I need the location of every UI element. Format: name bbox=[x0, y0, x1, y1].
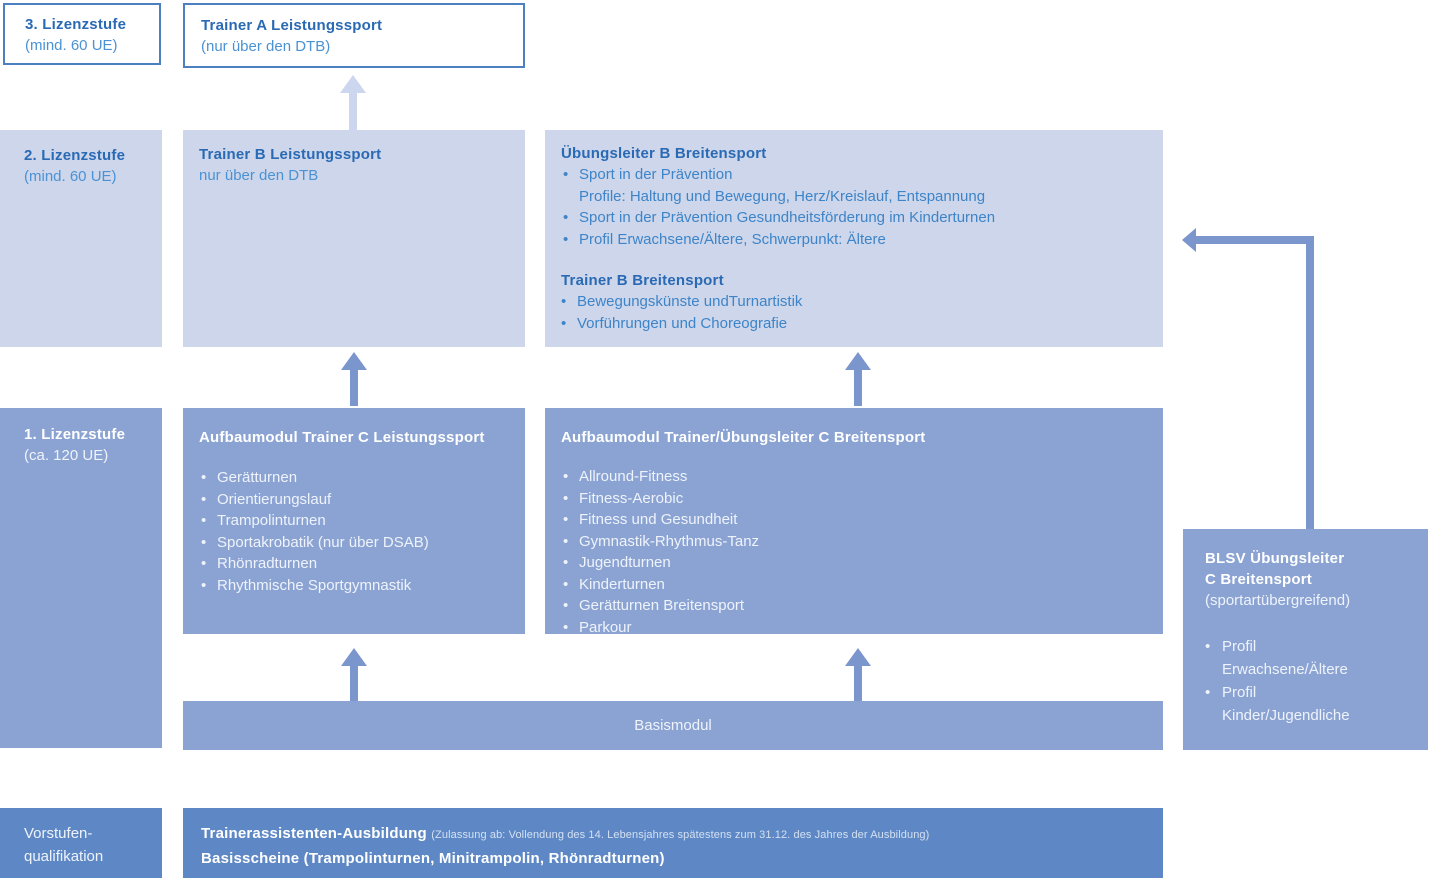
arrow-head bbox=[845, 648, 871, 666]
level3-subtitle: (mind. 60 UE) bbox=[25, 37, 118, 54]
list-item: • Fitness und Gesundheit bbox=[561, 509, 1163, 531]
blsv-bullet1-line1: • Profil bbox=[1222, 638, 1257, 655]
l-arrow-horizontal-segment bbox=[1196, 236, 1314, 244]
list-item: • Sport in der Prävention bbox=[561, 164, 1163, 186]
blsv-bullet1-line2: Erwachsene/Ältere bbox=[1222, 661, 1348, 678]
arrow-head bbox=[341, 352, 367, 370]
arrow-left-head-icon bbox=[1182, 228, 1196, 252]
list-item: • Sportakrobatik (nur über DSAB) bbox=[199, 532, 525, 554]
vorstufen-line1: Vorstufen- bbox=[24, 825, 93, 842]
arrow-shaft bbox=[854, 370, 862, 406]
blsv-bullet2-line1: • Profil bbox=[1222, 684, 1257, 701]
arrow-shaft bbox=[349, 93, 357, 130]
aufbaumodul-breitensport-title: Aufbaumodul Trainer/Übungsleiter C Breitensport bbox=[561, 429, 926, 446]
list-item: • Jugendturnen bbox=[561, 552, 1163, 574]
level1-title: 1. Lizenzstufe bbox=[24, 426, 126, 443]
list-item: • Allround-Fitness bbox=[561, 466, 1163, 488]
trainer-a-title: Trainer A Leistungssport bbox=[201, 17, 383, 34]
vorstufen-line2: qualifikation bbox=[24, 848, 104, 865]
level1-subtitle: (ca. 120 UE) bbox=[24, 447, 109, 464]
blsv-subtitle: (sportartübergreifend) bbox=[1205, 592, 1351, 609]
arrow-up-light-icon bbox=[340, 75, 366, 130]
list-item: • Fitness-Aerobic bbox=[561, 488, 1163, 510]
list-item: • Orientierungslauf bbox=[199, 489, 525, 511]
list-item bbox=[1205, 681, 1428, 727]
uebungsleiter-b-title: Übungsleiter B Breitensport bbox=[561, 145, 767, 162]
list-item: • Profil Erwachsene/Ältere, Schwerpunkt: Ältere bbox=[561, 229, 1163, 251]
vorstufen-box bbox=[0, 808, 162, 878]
blsv-title-line2: C Breitensport bbox=[1205, 571, 1312, 588]
list-item: • Rhythmische Sportgymnastik bbox=[199, 575, 525, 597]
list-item: • Kinderturnen bbox=[561, 574, 1163, 596]
aufbaumodul-leistungssport-box bbox=[183, 408, 525, 634]
trainer-a-box bbox=[183, 3, 525, 68]
list-item: • Bewegungskünste undTurnartistik bbox=[561, 291, 1163, 313]
trainerassistenten-title: Trainerassistenten-Ausbildung bbox=[201, 825, 427, 842]
trainerassistenten-bar bbox=[183, 808, 1163, 878]
trainer-a-subtitle: (nur über den DTB) bbox=[201, 38, 331, 55]
trainer-b-title: Trainer B Leistungssport bbox=[199, 146, 382, 163]
level2-subtitle: (mind. 60 UE) bbox=[24, 168, 117, 185]
list-item: • Gerätturnen bbox=[199, 467, 525, 489]
arrow-head bbox=[341, 648, 367, 666]
level3-title: 3. Lizenzstufe bbox=[25, 16, 127, 33]
level3-box bbox=[3, 3, 161, 65]
arrow-up-icon bbox=[845, 648, 871, 701]
trainerassistenten-note: (Zulassung ab: Vollendung des 14. Lebensjahres spätestens zum 31.12. des Jahres der Ausbildung) bbox=[431, 829, 930, 841]
basisscheine-line: Basisscheine (Trampolinturnen, Minitrampolin, Rhönradturnen) bbox=[201, 850, 665, 867]
blsv-box bbox=[1183, 529, 1428, 750]
trainer-b-subtitle: nur über den DTB bbox=[199, 167, 319, 184]
arrow-shaft bbox=[854, 666, 862, 701]
list-item bbox=[1205, 635, 1428, 681]
blsv-bullet2-line2: Kinder/Jugendliche bbox=[1222, 707, 1350, 724]
arrow-head bbox=[340, 75, 366, 93]
list-item: • Gymnastik-Rhythmus-Tanz bbox=[561, 531, 1163, 553]
blsv-title-line1: BLSV Übungsleiter bbox=[1205, 550, 1345, 567]
aufbaumodul-leistungssport-title: Aufbaumodul Trainer C Leistungssport bbox=[199, 429, 485, 446]
uebungsleiter-b-box bbox=[545, 130, 1163, 347]
level2-title: 2. Lizenzstufe bbox=[24, 147, 126, 164]
list-item: • Vorführungen und Choreografie bbox=[561, 313, 1163, 335]
list-item: • Sport in der Prävention Gesundheitsförderung im Kinderturnen bbox=[561, 207, 1163, 229]
arrow-shaft bbox=[350, 666, 358, 701]
aufbaumodul-breitensport-box bbox=[545, 408, 1163, 634]
trainer-b-box bbox=[183, 130, 525, 347]
basismodul-label: Basismodul bbox=[634, 717, 712, 734]
level1-box bbox=[0, 408, 162, 748]
list-item: • Gerätturnen Breitensport bbox=[561, 595, 1163, 617]
basismodul-bar bbox=[183, 701, 1163, 750]
arrow-shaft bbox=[350, 370, 358, 406]
arrow-up-icon bbox=[341, 352, 367, 406]
arrow-up-icon bbox=[341, 648, 367, 701]
list-item: • Parkour bbox=[561, 617, 1163, 639]
level2-box bbox=[0, 130, 162, 347]
arrow-head bbox=[845, 352, 871, 370]
list-item: • Trampolinturnen bbox=[199, 510, 525, 532]
list-item-continuation: Profile: Haltung und Bewegung, Herz/Kreislauf, Entspannung bbox=[579, 187, 986, 205]
trainer-b-breitensport-title: Trainer B Breitensport bbox=[561, 272, 724, 289]
arrow-up-icon bbox=[845, 352, 871, 406]
l-arrow-vertical-segment bbox=[1306, 240, 1314, 529]
list-item: • Rhönradturnen bbox=[199, 553, 525, 575]
